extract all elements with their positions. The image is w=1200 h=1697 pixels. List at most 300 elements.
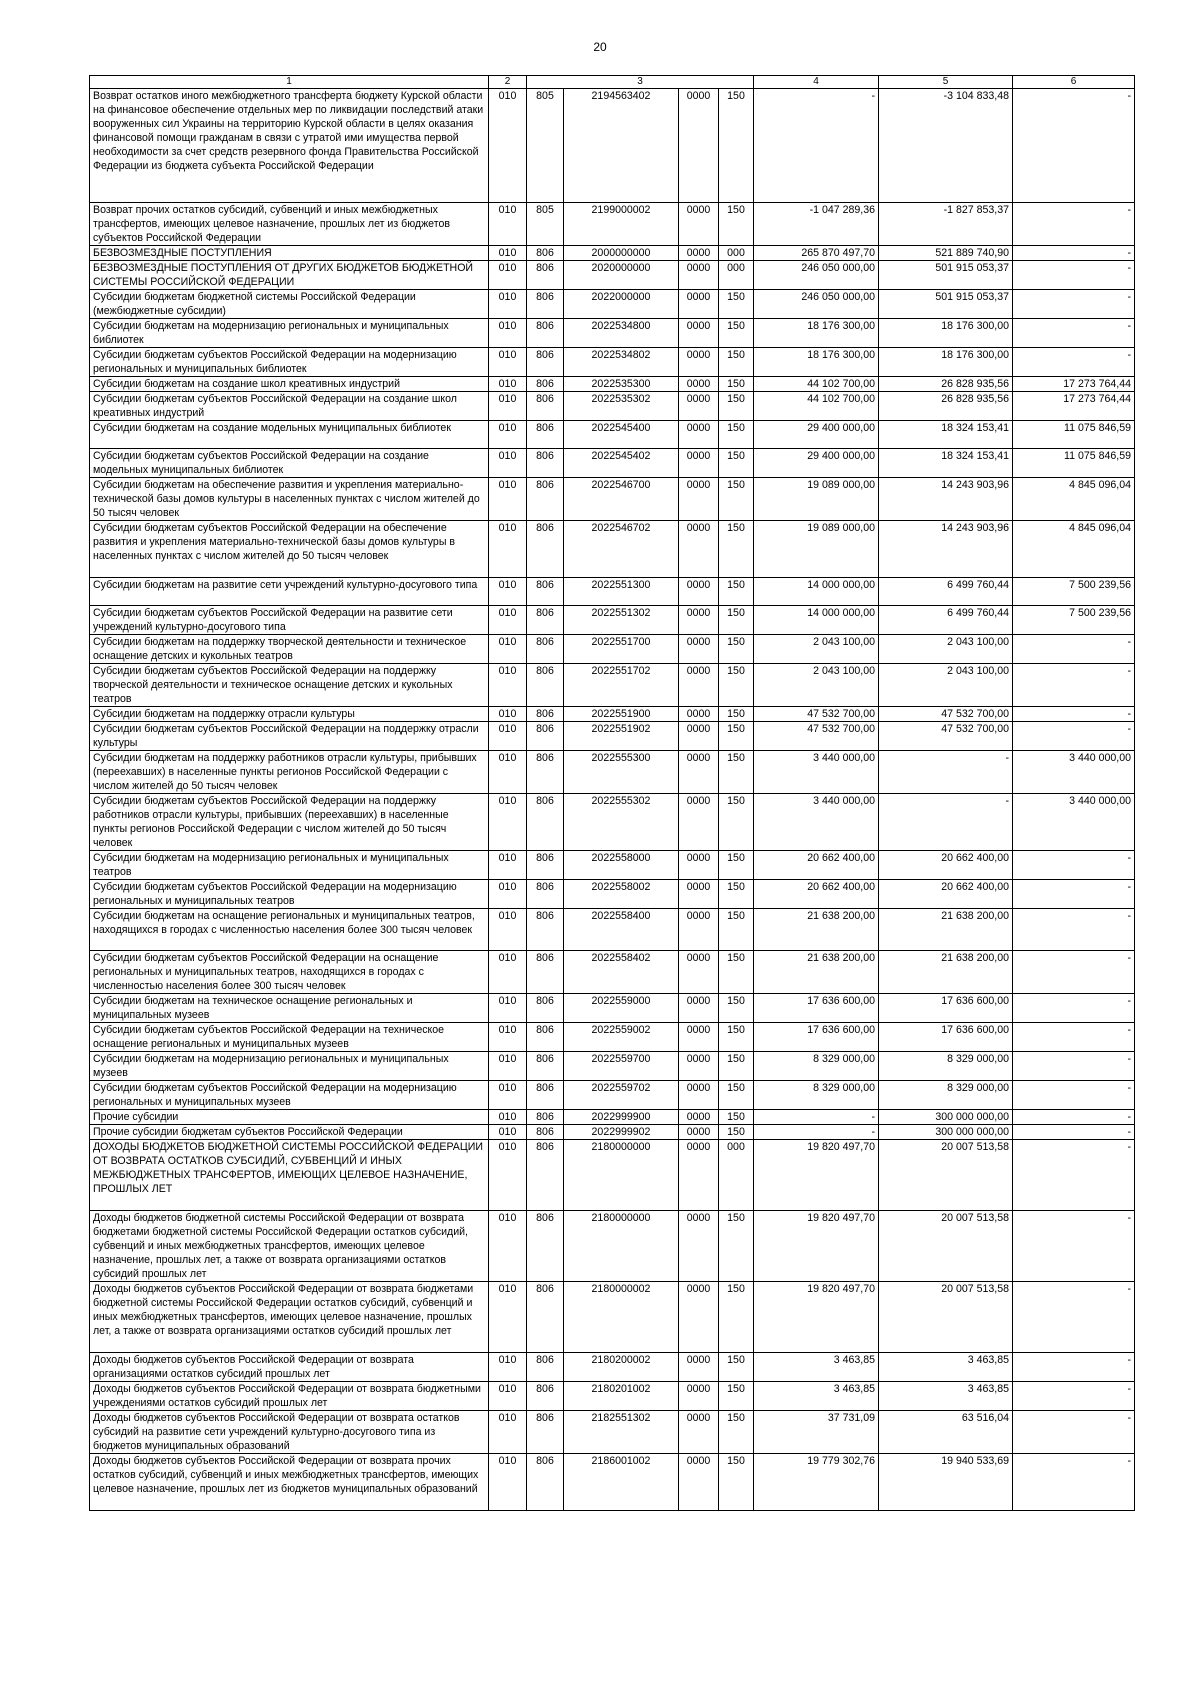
row-revenue-code: 2180000000	[564, 1140, 679, 1211]
row-admin-code: 806	[527, 1081, 564, 1110]
row-description: Доходы бюджетов субъектов Российской Федерации от возврата прочих остатков субсидий, субвенций и иных межбюджетных трансфертов, имеющих целевое назначение, прошлых лет из бюджетов муниципальных образований	[90, 1454, 489, 1511]
row-value-col5: 521 889 740,90	[879, 246, 1013, 261]
row-value-col6: -	[1013, 951, 1135, 994]
row-value-col5: -3 104 833,48	[879, 89, 1013, 203]
row-value-col5: 63 516,04	[879, 1411, 1013, 1454]
header-col-5: 5	[879, 76, 1013, 89]
table-row	[90, 606, 1135, 635]
row-description: Субсидии бюджетам субъектов Российской Федерации на модернизацию региональных и муниципальных театров	[90, 880, 489, 909]
row-description: Субсидии бюджетам на модернизацию региональных и муниципальных библиотек	[90, 319, 489, 348]
row-program-code: 0000	[679, 707, 719, 722]
row-value-col6: -	[1013, 664, 1135, 707]
table-row	[90, 1110, 1135, 1125]
row-admin-code: 806	[527, 1140, 564, 1211]
row-value-col4: 37 731,09	[754, 1411, 879, 1454]
row-code-col2: 010	[489, 1411, 527, 1454]
row-value-col6: -	[1013, 851, 1135, 880]
row-value-col6: -	[1013, 994, 1135, 1023]
row-classifier-code: 150	[719, 1454, 754, 1511]
row-value-col6: -	[1013, 635, 1135, 664]
table-row	[90, 261, 1135, 290]
row-code-col2: 010	[489, 794, 527, 851]
table-row	[90, 1140, 1135, 1211]
row-admin-code: 806	[527, 290, 564, 319]
row-value-col4: 17 636 600,00	[754, 1023, 879, 1052]
row-value-col4: 20 662 400,00	[754, 880, 879, 909]
row-value-col5: 2 043 100,00	[879, 664, 1013, 707]
row-description: Субсидии бюджетам субъектов Российской Федерации на создание школ креативных индустрий	[90, 392, 489, 421]
row-program-code: 0000	[679, 578, 719, 606]
row-value-col5: -	[879, 794, 1013, 851]
row-revenue-code: 2022534800	[564, 319, 679, 348]
row-revenue-code: 2180000002	[564, 1282, 679, 1353]
row-program-code: 0000	[679, 994, 719, 1023]
row-description: Субсидии бюджетам субъектов Российской Федерации на поддержку работников отрасли культуры, прибывших (переехавших) в населенные пункты регионов Российской Федерации с числом жителей до 50 тысяч человек	[90, 794, 489, 851]
row-code-col2: 010	[489, 1081, 527, 1110]
row-program-code: 0000	[679, 246, 719, 261]
row-admin-code: 806	[527, 606, 564, 635]
row-value-col6: 7 500 239,56	[1013, 578, 1135, 606]
row-code-col2: 010	[489, 89, 527, 203]
table-row	[90, 794, 1135, 851]
row-revenue-code: 2022555300	[564, 751, 679, 794]
row-value-col5: 6 499 760,44	[879, 578, 1013, 606]
row-value-col4: -1 047 289,36	[754, 203, 879, 246]
row-admin-code: 806	[527, 851, 564, 880]
row-value-col4: 44 102 700,00	[754, 392, 879, 421]
table-row	[90, 722, 1135, 751]
table-row	[90, 377, 1135, 392]
row-description: Доходы бюджетов бюджетной системы Российской Федерации от возврата бюджетами бюджетной системы Российской Федерации остатков субсидий, субвенций и иных межбюджетных трансфертов, имеющих целевое назначение, прошлых лет, а также от возврата организациями остатков субсидий прошлых лет	[90, 1211, 489, 1282]
row-admin-code: 806	[527, 794, 564, 851]
row-classifier-code: 150	[719, 664, 754, 707]
row-revenue-code: 2022534802	[564, 348, 679, 377]
row-code-col2: 010	[489, 203, 527, 246]
row-description: Субсидии бюджетам на создание школ креативных индустрий	[90, 377, 489, 392]
row-code-col2: 010	[489, 664, 527, 707]
row-classifier-code: 150	[719, 392, 754, 421]
row-code-col2: 010	[489, 751, 527, 794]
row-admin-code: 806	[527, 377, 564, 392]
table-row	[90, 521, 1135, 578]
row-program-code: 0000	[679, 89, 719, 203]
row-code-col2: 010	[489, 1211, 527, 1282]
row-program-code: 0000	[679, 421, 719, 449]
row-admin-code: 806	[527, 478, 564, 521]
row-description: Субсидии бюджетам субъектов Российской Федерации на развитие сети учреждений культурно-досугового типа	[90, 606, 489, 635]
table-row	[90, 994, 1135, 1023]
row-description: Субсидии бюджетам на модернизацию региональных и муниципальных театров	[90, 851, 489, 880]
row-value-col6: -	[1013, 707, 1135, 722]
row-description: Субсидии бюджетам субъектов Российской Федерации на модернизацию региональных и муниципальных музеев	[90, 1081, 489, 1110]
row-value-col4: 19 820 497,70	[754, 1211, 879, 1282]
row-value-col5: 14 243 903,96	[879, 478, 1013, 521]
table-row	[90, 1023, 1135, 1052]
row-classifier-code: 150	[719, 1081, 754, 1110]
row-admin-code: 806	[527, 1052, 564, 1081]
table-row	[90, 1125, 1135, 1140]
row-classifier-code: 150	[719, 578, 754, 606]
row-revenue-code: 2022551302	[564, 606, 679, 635]
header-col-6: 6	[1013, 76, 1135, 89]
row-code-col2: 010	[489, 377, 527, 392]
row-value-col4: 19 820 497,70	[754, 1140, 879, 1211]
row-value-col4: 29 400 000,00	[754, 449, 879, 478]
row-value-col6: -	[1013, 246, 1135, 261]
row-classifier-code: 150	[719, 377, 754, 392]
row-program-code: 0000	[679, 1125, 719, 1140]
row-code-col2: 010	[489, 348, 527, 377]
row-admin-code: 805	[527, 203, 564, 246]
row-program-code: 0000	[679, 1353, 719, 1382]
row-value-col4: 44 102 700,00	[754, 377, 879, 392]
row-program-code: 0000	[679, 290, 719, 319]
table-row	[90, 89, 1135, 203]
row-value-col5: 8 329 000,00	[879, 1081, 1013, 1110]
row-program-code: 0000	[679, 722, 719, 751]
table-row	[90, 1052, 1135, 1081]
header-col-1: 1	[90, 76, 489, 89]
row-code-col2: 010	[489, 1382, 527, 1411]
row-description: Субсидии бюджетам на поддержку отрасли культуры	[90, 707, 489, 722]
row-classifier-code: 150	[719, 794, 754, 851]
row-description: Возврат остатков иного межбюджетного трансферта бюджету Курской области на финансовое обеспечение отдельных мер по ликвидации последствий атаки вооруженных сил Украины на территорию Курской области в целях оказания финансовой помощи гражданам в связи с утратой ими имущества первой необходимости за счет средств резервного фонда Правительства Российской Федерации из бюджета субъекта Российской Федерации	[90, 89, 489, 203]
row-classifier-code: 150	[719, 421, 754, 449]
row-admin-code: 806	[527, 392, 564, 421]
row-value-col6: 4 845 096,04	[1013, 521, 1135, 578]
row-revenue-code: 2022558002	[564, 880, 679, 909]
row-program-code: 0000	[679, 319, 719, 348]
row-program-code: 0000	[679, 606, 719, 635]
row-program-code: 0000	[679, 348, 719, 377]
row-value-col5: 18 324 153,41	[879, 449, 1013, 478]
row-admin-code: 806	[527, 994, 564, 1023]
row-description: Доходы бюджетов субъектов Российской Федерации от возврата организациями остатков субсидий прошлых лет	[90, 1353, 489, 1382]
row-admin-code: 806	[527, 707, 564, 722]
row-value-col6: -	[1013, 1353, 1135, 1382]
row-admin-code: 806	[527, 635, 564, 664]
row-value-col6: -	[1013, 1052, 1135, 1081]
row-value-col5: 21 638 200,00	[879, 951, 1013, 994]
row-description: ДОХОДЫ БЮДЖЕТОВ БЮДЖЕТНОЙ СИСТЕМЫ РОССИЙСКОЙ ФЕДЕРАЦИИ ОТ ВОЗВРАТА ОСТАТКОВ СУБСИДИЙ, СУБВЕНЦИЙ И ИНЫХ МЕЖБЮДЖЕТНЫХ ТРАНСФЕРТОВ, ИМЕЮЩИХ ЦЕЛЕВОЕ НАЗНАЧЕНИЕ, ПРОШЛЫХ ЛЕТ	[90, 1140, 489, 1211]
row-value-col6: -	[1013, 348, 1135, 377]
row-classifier-code: 150	[719, 606, 754, 635]
row-program-code: 0000	[679, 1081, 719, 1110]
row-admin-code: 806	[527, 1411, 564, 1454]
row-revenue-code: 2022999902	[564, 1125, 679, 1140]
table-row	[90, 1211, 1135, 1282]
row-revenue-code: 2022535302	[564, 392, 679, 421]
row-program-code: 0000	[679, 449, 719, 478]
row-value-col6: 7 500 239,56	[1013, 606, 1135, 635]
row-code-col2: 010	[489, 319, 527, 348]
row-value-col4: 246 050 000,00	[754, 261, 879, 290]
row-value-col4: 2 043 100,00	[754, 635, 879, 664]
row-revenue-code: 2194563402	[564, 89, 679, 203]
row-classifier-code: 150	[719, 1411, 754, 1454]
table-row	[90, 578, 1135, 606]
row-admin-code: 806	[527, 909, 564, 951]
row-program-code: 0000	[679, 635, 719, 664]
row-code-col2: 010	[489, 290, 527, 319]
row-code-col2: 010	[489, 1454, 527, 1511]
row-code-col2: 010	[489, 421, 527, 449]
row-value-col5: 14 243 903,96	[879, 521, 1013, 578]
row-revenue-code: 2022559002	[564, 1023, 679, 1052]
row-value-col6: -	[1013, 1023, 1135, 1052]
row-value-col4: 2 043 100,00	[754, 664, 879, 707]
row-value-col4: 19 089 000,00	[754, 521, 879, 578]
row-program-code: 0000	[679, 794, 719, 851]
row-value-col6: 17 273 764,44	[1013, 392, 1135, 421]
row-revenue-code: 2180200002	[564, 1353, 679, 1382]
row-description: Возврат прочих остатков субсидий, субвенций и иных межбюджетных трансфертов, имеющих целевое назначение, прошлых лет из бюджетов субъектов Российской Федерации	[90, 203, 489, 246]
row-admin-code: 806	[527, 722, 564, 751]
row-code-col2: 010	[489, 635, 527, 664]
row-program-code: 0000	[679, 664, 719, 707]
row-value-col4: 18 176 300,00	[754, 319, 879, 348]
table-row	[90, 951, 1135, 994]
row-admin-code: 805	[527, 89, 564, 203]
row-value-col6: -	[1013, 880, 1135, 909]
row-value-col6: -	[1013, 1382, 1135, 1411]
row-classifier-code: 150	[719, 1023, 754, 1052]
row-value-col6: -	[1013, 89, 1135, 203]
row-code-col2: 010	[489, 707, 527, 722]
row-value-col4: 3 463,85	[754, 1353, 879, 1382]
row-value-col5: 17 636 600,00	[879, 994, 1013, 1023]
row-classifier-code: 150	[719, 89, 754, 203]
row-program-code: 0000	[679, 751, 719, 794]
table-row	[90, 1081, 1135, 1110]
row-value-col4: 18 176 300,00	[754, 348, 879, 377]
row-value-col4: 20 662 400,00	[754, 851, 879, 880]
header-col-2: 2	[489, 76, 527, 89]
row-revenue-code: 2022000000	[564, 290, 679, 319]
row-value-col5: -1 827 853,37	[879, 203, 1013, 246]
row-code-col2: 010	[489, 1110, 527, 1125]
row-classifier-code: 150	[719, 348, 754, 377]
row-classifier-code: 150	[719, 1052, 754, 1081]
table-row	[90, 635, 1135, 664]
row-value-col5: 300 000 000,00	[879, 1110, 1013, 1125]
row-value-col5: 3 463,85	[879, 1382, 1013, 1411]
table-row	[90, 707, 1135, 722]
row-revenue-code: 2180201002	[564, 1382, 679, 1411]
row-code-col2: 010	[489, 722, 527, 751]
row-value-col4: 21 638 200,00	[754, 909, 879, 951]
row-value-col6: 17 273 764,44	[1013, 377, 1135, 392]
row-program-code: 0000	[679, 1211, 719, 1282]
row-value-col6: 11 075 846,59	[1013, 421, 1135, 449]
row-value-col4: -	[754, 89, 879, 203]
row-admin-code: 806	[527, 1125, 564, 1140]
row-value-col4: 29 400 000,00	[754, 421, 879, 449]
row-program-code: 0000	[679, 880, 719, 909]
row-value-col5: 8 329 000,00	[879, 1052, 1013, 1081]
row-admin-code: 806	[527, 421, 564, 449]
row-classifier-code: 150	[719, 319, 754, 348]
row-value-col5: 19 940 533,69	[879, 1454, 1013, 1511]
row-revenue-code: 2199000002	[564, 203, 679, 246]
row-program-code: 0000	[679, 909, 719, 951]
row-admin-code: 806	[527, 664, 564, 707]
row-code-col2: 010	[489, 851, 527, 880]
row-value-col5: 501 915 053,37	[879, 261, 1013, 290]
row-description: Доходы бюджетов субъектов Российской Федерации от возврата остатков субсидий на развитие сети учреждений культурно-досугового типа из бюджетов муниципальных образований	[90, 1411, 489, 1454]
row-value-col4: 19 820 497,70	[754, 1282, 879, 1353]
row-classifier-code: 150	[719, 880, 754, 909]
row-code-col2: 010	[489, 578, 527, 606]
table-row	[90, 319, 1135, 348]
row-classifier-code: 150	[719, 290, 754, 319]
row-program-code: 0000	[679, 377, 719, 392]
table-row	[90, 449, 1135, 478]
row-admin-code: 806	[527, 1282, 564, 1353]
table-row	[90, 909, 1135, 951]
row-revenue-code: 2020000000	[564, 261, 679, 290]
row-description: Субсидии бюджетам на модернизацию региональных и муниципальных музеев	[90, 1052, 489, 1081]
row-value-col5: 300 000 000,00	[879, 1125, 1013, 1140]
row-value-col4: 21 638 200,00	[754, 951, 879, 994]
row-value-col4: 19 089 000,00	[754, 478, 879, 521]
row-classifier-code: 150	[719, 1353, 754, 1382]
row-code-col2: 010	[489, 880, 527, 909]
row-value-col5: 26 828 935,56	[879, 377, 1013, 392]
row-revenue-code: 2022559700	[564, 1052, 679, 1081]
row-classifier-code: 150	[719, 851, 754, 880]
row-description: Доходы бюджетов субъектов Российской Федерации от возврата бюджетными учреждениями остатков субсидий прошлых лет	[90, 1382, 489, 1411]
row-description: Субсидии бюджетам субъектов Российской Федерации на создание модельных муниципальных библиотек	[90, 449, 489, 478]
row-code-col2: 010	[489, 392, 527, 421]
row-admin-code: 806	[527, 319, 564, 348]
row-value-col6: 4 845 096,04	[1013, 478, 1135, 521]
table-row	[90, 478, 1135, 521]
row-value-col4: 8 329 000,00	[754, 1052, 879, 1081]
row-description: Субсидии бюджетам субъектов Российской Федерации на модернизацию региональных и муниципальных библиотек	[90, 348, 489, 377]
row-value-col4: 19 779 302,76	[754, 1454, 879, 1511]
row-value-col5: -	[879, 751, 1013, 794]
table-body	[90, 89, 1135, 1511]
row-revenue-code: 2000000000	[564, 246, 679, 261]
row-code-col2: 010	[489, 994, 527, 1023]
row-description: Субсидии бюджетам субъектов Российской Федерации на обеспечение развития и укрепления материально-технической базы домов культуры в населенных пунктах с числом жителей до 50 тысяч человек	[90, 521, 489, 578]
row-admin-code: 806	[527, 951, 564, 994]
row-program-code: 0000	[679, 521, 719, 578]
row-admin-code: 806	[527, 1454, 564, 1511]
row-revenue-code: 2186001002	[564, 1454, 679, 1511]
row-value-col6: -	[1013, 1282, 1135, 1353]
row-value-col6: -	[1013, 1081, 1135, 1110]
row-code-col2: 010	[489, 909, 527, 951]
page-number: 20	[593, 40, 607, 54]
row-revenue-code: 2022555302	[564, 794, 679, 851]
row-code-col2: 010	[489, 1140, 527, 1211]
row-revenue-code: 2022999900	[564, 1110, 679, 1125]
row-description: Субсидии бюджетам на обеспечение развития и укрепления материально-технической базы домов культуры в населенных пунктах с числом жителей до 50 тысяч человек	[90, 478, 489, 521]
row-description: Доходы бюджетов субъектов Российской Федерации от возврата бюджетами бюджетной системы Российской Федерации остатков субсидий, субвенций и иных межбюджетных трансфертов, имеющих целевое назначение, прошлых лет, а также от возврата организациями остатков субсидий прошлых лет	[90, 1282, 489, 1353]
row-classifier-code: 150	[719, 635, 754, 664]
row-classifier-code: 150	[719, 909, 754, 951]
row-value-col6: 11 075 846,59	[1013, 449, 1135, 478]
row-code-col2: 010	[489, 1353, 527, 1382]
row-program-code: 0000	[679, 1454, 719, 1511]
row-value-col6: 3 440 000,00	[1013, 794, 1135, 851]
row-revenue-code: 2022559000	[564, 994, 679, 1023]
header-row	[90, 76, 1135, 89]
row-classifier-code: 000	[719, 1140, 754, 1211]
row-description: Субсидии бюджетам на развитие сети учреждений культурно-досугового типа	[90, 578, 489, 606]
row-value-col6: -	[1013, 1125, 1135, 1140]
row-value-col5: 20 007 513,58	[879, 1140, 1013, 1211]
row-classifier-code: 150	[719, 1282, 754, 1353]
row-value-col5: 501 915 053,37	[879, 290, 1013, 319]
table-row	[90, 246, 1135, 261]
row-value-col5: 21 638 200,00	[879, 909, 1013, 951]
header-col-3: 3	[527, 76, 754, 89]
row-value-col6: -	[1013, 290, 1135, 319]
row-revenue-code: 2022535300	[564, 377, 679, 392]
row-classifier-code: 150	[719, 1110, 754, 1125]
budget-table	[89, 75, 1135, 1511]
row-code-col2: 010	[489, 606, 527, 635]
row-admin-code: 806	[527, 521, 564, 578]
row-description: Субсидии бюджетам на создание модельных муниципальных библиотек	[90, 421, 489, 449]
row-revenue-code: 2022558400	[564, 909, 679, 951]
row-program-code: 0000	[679, 478, 719, 521]
row-value-col5: 18 324 153,41	[879, 421, 1013, 449]
table-row	[90, 1454, 1135, 1511]
row-value-col6: -	[1013, 1411, 1135, 1454]
row-value-col6: -	[1013, 1454, 1135, 1511]
row-value-col5: 2 043 100,00	[879, 635, 1013, 664]
row-classifier-code: 150	[719, 1211, 754, 1282]
row-classifier-code: 150	[719, 722, 754, 751]
row-value-col4: -	[754, 1125, 879, 1140]
row-value-col4: 47 532 700,00	[754, 722, 879, 751]
table-row	[90, 1411, 1135, 1454]
row-revenue-code: 2022559702	[564, 1081, 679, 1110]
row-value-col4: 265 870 497,70	[754, 246, 879, 261]
row-value-col4: 14 000 000,00	[754, 606, 879, 635]
row-program-code: 0000	[679, 1140, 719, 1211]
row-description: Субсидии бюджетам на техническое оснащение региональных и муниципальных музеев	[90, 994, 489, 1023]
table-row	[90, 880, 1135, 909]
row-code-col2: 010	[489, 1023, 527, 1052]
row-program-code: 0000	[679, 261, 719, 290]
row-description: Субсидии бюджетам субъектов Российской Федерации на поддержку отрасли культуры	[90, 722, 489, 751]
row-program-code: 0000	[679, 203, 719, 246]
row-value-col5: 18 176 300,00	[879, 348, 1013, 377]
row-description: БЕЗВОЗМЕЗДНЫЕ ПОСТУПЛЕНИЯ ОТ ДРУГИХ БЮДЖЕТОВ БЮДЖЕТНОЙ СИСТЕМЫ РОССИЙСКОЙ ФЕДЕРАЦИИ	[90, 261, 489, 290]
row-classifier-code: 150	[719, 1125, 754, 1140]
header-col-4: 4	[754, 76, 879, 89]
row-revenue-code: 2022551702	[564, 664, 679, 707]
row-revenue-code: 2022546700	[564, 478, 679, 521]
row-value-col4: 3 463,85	[754, 1382, 879, 1411]
row-admin-code: 806	[527, 1023, 564, 1052]
row-classifier-code: 150	[719, 478, 754, 521]
row-code-col2: 010	[489, 1282, 527, 1353]
row-description: Прочие субсидии	[90, 1110, 489, 1125]
table-row	[90, 1282, 1135, 1353]
row-value-col6: -	[1013, 909, 1135, 951]
row-code-col2: 010	[489, 1125, 527, 1140]
row-admin-code: 806	[527, 261, 564, 290]
row-value-col4: 3 440 000,00	[754, 751, 879, 794]
row-program-code: 0000	[679, 1023, 719, 1052]
row-admin-code: 806	[527, 1211, 564, 1282]
